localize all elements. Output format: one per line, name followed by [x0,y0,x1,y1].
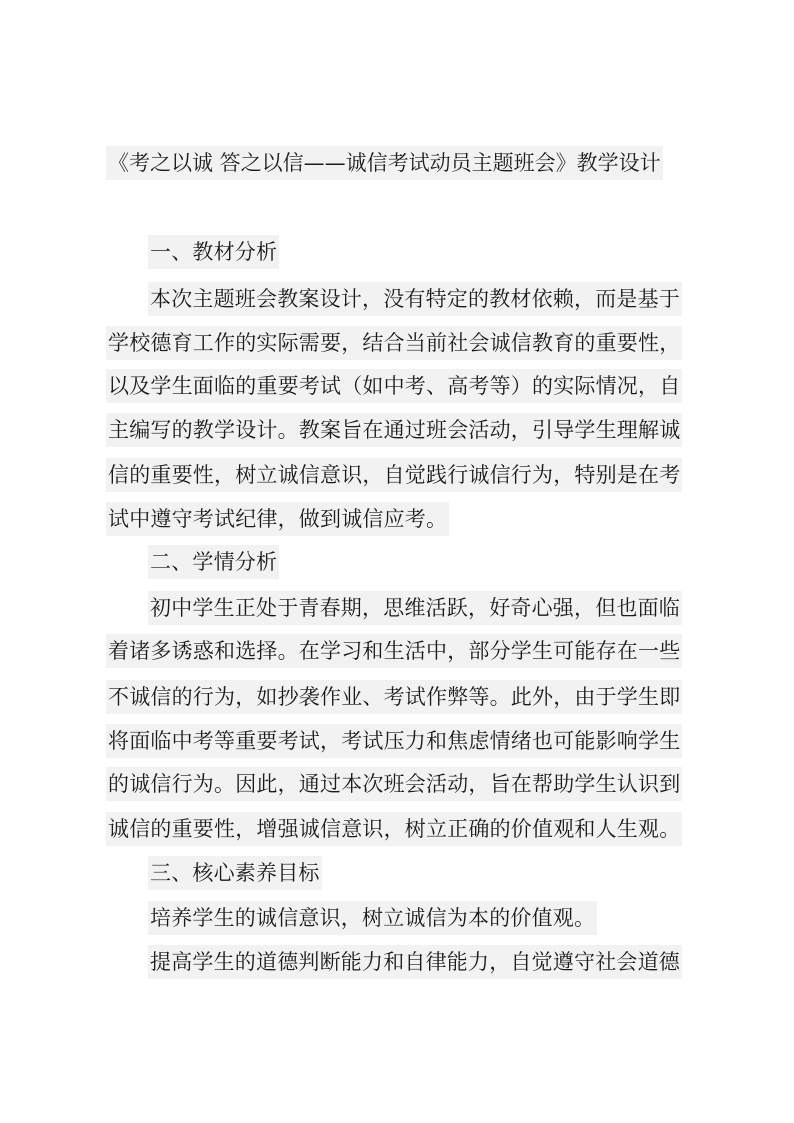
paragraph-line: 提高学生的道德判断能力和自律能力，自觉遵守社会道德 [148,945,682,979]
paragraph-line: 信的重要性，树立诚信意识，自觉践行诚信行为，特别是在考 [106,458,682,492]
paragraph-line: 培养学生的诚信意识，树立诚信为本的价值观。 [148,901,597,935]
paragraph-line: 学校德育工作的实际需要，结合当前社会诚信教育的重要性， [106,326,682,360]
section-heading-learning-analysis: 二、学情分析 [148,545,279,579]
paragraph-line: 着诸多诱惑和选择。在学习和生活中，部分学生可能存在一些 [106,634,682,668]
section-heading-textbook-analysis: 一、教材分析 [148,235,279,269]
paragraph-line: 以及学生面临的重要考试（如中考、高考等）的实际情况，自 [106,369,682,403]
paragraph-line: 本次主题班会教案设计，没有特定的教材依赖，而是基于 [148,282,682,316]
paragraph-line: 将面临中考等重要考试，考试压力和焦虑情绪也可能影响学生 [106,724,682,758]
paragraph-line: 诚信的重要性，增强诚信意识，树立正确的价值观和人生观。 [106,812,682,846]
paragraph-line: 主编写的教学设计。教案旨在通过班会活动，引导学生理解诚 [106,413,682,447]
paragraph-line: 的诚信行为。因此，通过本次班会活动，旨在帮助学生认识到 [106,767,682,801]
document-title: 《考之以诚 答之以信——诚信考试动员主题班会》教学设计 [106,146,663,180]
paragraph-line: 初中学生正处于青春期，思维活跃，好奇心强，但也面临 [148,591,682,625]
paragraph-line: 试中遵守考试纪律，做到诚信应考。 [106,502,449,536]
paragraph-line: 不诚信的行为，如抄袭作业、考试作弊等。此外，由于学生即 [106,680,682,714]
section-heading-core-literacy-goals: 三、核心素养目标 [148,856,322,890]
